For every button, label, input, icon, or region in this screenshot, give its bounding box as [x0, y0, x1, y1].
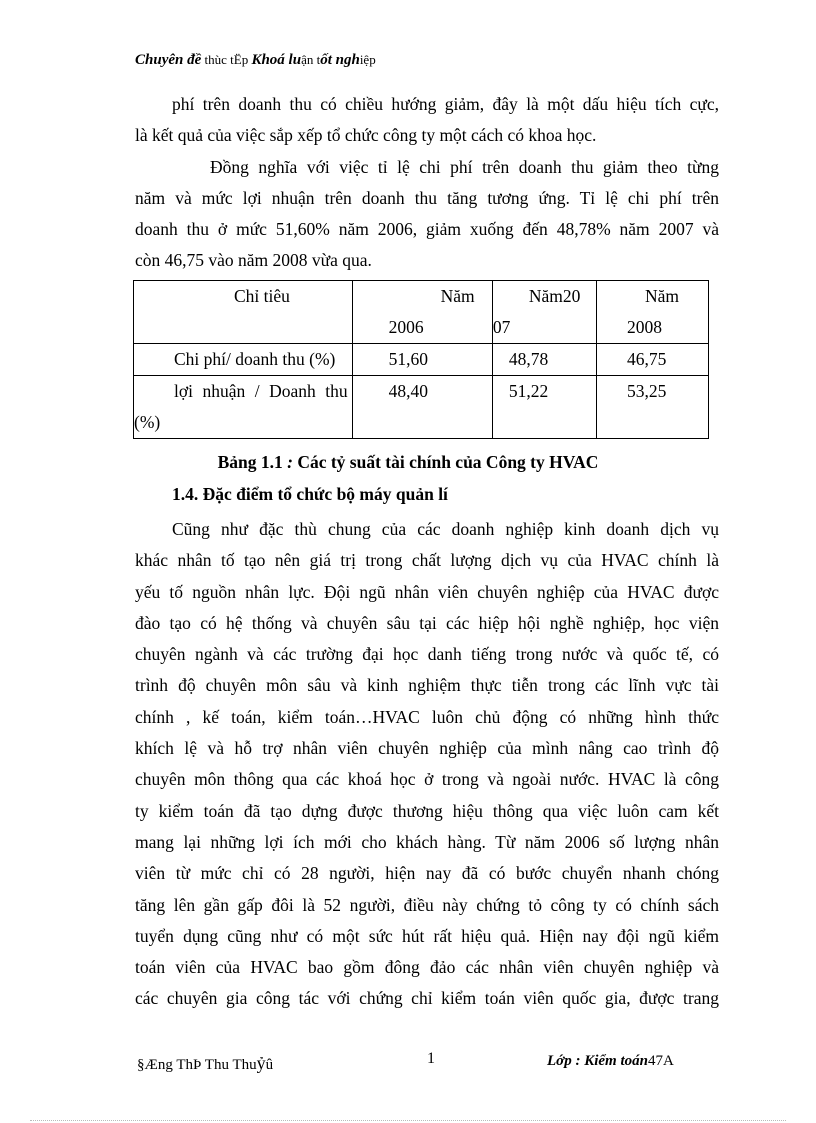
- paragraph-line: doanh thu ở mức 51,60% năm 2006, giảm xuống đến 48,78% năm 2007 và: [135, 219, 719, 240]
- header-part3: Khoá lu: [251, 52, 302, 68]
- table-row: [134, 376, 709, 439]
- paragraph-line: các chuyên gia công tác với chứng chỉ kiểm toán viên quốc gia, được trang: [135, 988, 719, 1009]
- financial-ratio-table: [133, 280, 709, 439]
- paragraph-line: tuyển dụng cũng như có một sức hút rất hiệu quả. Hiện nay đội ngũ kiểm: [135, 925, 719, 946]
- paragraph-line: trình độ chuyên môn sâu và kinh nghiệm thực tiễn trong các lĩnh vực tài: [135, 675, 719, 696]
- paragraph-line: Đồng nghĩa với việc tỉ lệ chi phí trên doanh thu giảm theo từng: [210, 156, 719, 177]
- cell-value: 48,78: [492, 344, 596, 376]
- header-part6: iệp: [359, 52, 376, 67]
- paragraph-line: Cũng như đặc thù chung của các doanh nghiệp kinh doanh dịch vụ: [172, 519, 719, 539]
- caption-label: Bảng 1.1: [217, 452, 283, 472]
- cell-value: 46,75: [596, 344, 708, 376]
- paragraph-line: khích lệ và hỗ trợ nhân viên chuyên nghiệp của mình nâng cao trình độ: [135, 738, 719, 759]
- section-title: 1.4. Đặc điểm tổ chức bộ máy quản lí: [172, 484, 448, 504]
- table-caption: [0, 452, 816, 473]
- paragraph-line: là kết quả của việc sắp xếp tổ chức công ty một cách có khoa học.: [135, 125, 597, 146]
- cell-value: 51,60: [352, 344, 492, 376]
- paragraph-line: toán viên của HVAC bao gồm đông đảo các nhân viên chuyên nghiệp và: [135, 957, 719, 978]
- header-part2: thùc tËp: [201, 52, 252, 67]
- paragraph-line: còn 46,75 vào năm 2008 vừa qua.: [135, 250, 372, 271]
- footer-class-code: 47A: [647, 1053, 674, 1069]
- header-cell-2006: Năm 2006: [352, 281, 492, 344]
- paragraph-3: [135, 514, 719, 1015]
- running-header: [135, 52, 376, 69]
- footer-author: §Æng ThÞ Thu Thuỷû: [137, 1053, 274, 1073]
- cell-value: 51,22: [492, 376, 596, 439]
- paragraph-line: ty kiểm toán đã tạo dựng được thương hiệu thông qua việc luôn cam kết: [135, 800, 719, 821]
- caption-text: Các tỷ suất tài chính của Công ty HVAC: [297, 452, 599, 472]
- paragraph-line: chuyên môn thông qua các khoá học ở trong và ngoài nước. HVAC là công: [135, 769, 719, 790]
- paragraph-1: [135, 89, 719, 277]
- row-label: Chi phí/ doanh thu (%): [134, 344, 353, 376]
- paragraph-line: yếu tố nguồn nhân lực. Đội ngũ nhân viên chuyên nghiệp của HVAC được: [135, 581, 719, 602]
- paragraph-line: phí trên doanh thu có chiều hướng giảm, đây là một dấu hiệu tích cực,: [172, 94, 719, 114]
- header-cell-indicator: Chỉ tiêu: [134, 281, 353, 344]
- caption-colon: :: [282, 452, 298, 472]
- paragraph-line: chính , kế toán, kiểm toán…HVAC luôn chủ động có những hình thức: [135, 706, 719, 727]
- paragraph-line: viên từ mức chỉ có 28 người, hiện nay đã có bước chuyển nhanh chóng: [135, 863, 719, 884]
- paragraph-line: đào tạo có hệ thống và chuyên sâu tại các hiệp hội nghề nghiệp, học viện: [135, 612, 719, 633]
- header-part1: Chuyên đề: [135, 52, 202, 68]
- header-cell-2008: Năm 2008: [596, 281, 708, 344]
- footer-class: [547, 1053, 674, 1070]
- paragraph-line: mang lại những lợi ích mới cho khách hàng. Từ năm 2006 số lượng nhân: [135, 831, 719, 852]
- paragraph-line: khác nhân tố tạo nên giá trị trong chất lượng dịch vụ của HVAC chính là: [135, 550, 719, 571]
- footer-class-label: Lớp : Kiểm toán: [547, 1053, 648, 1069]
- paragraph-line: tăng lên gần gấp đôi là 52 người, điều này chứng tỏ công ty có chính sách: [135, 894, 719, 915]
- row-label: lợi nhuận / Doanh thu (%): [134, 376, 353, 439]
- cell-value: 53,25: [596, 376, 708, 439]
- header-cell-2007: Năm20 07: [492, 281, 596, 344]
- page-number: 1: [427, 1050, 435, 1067]
- header-part4: ận t: [301, 52, 321, 67]
- table-header-row: [134, 281, 709, 344]
- page-bottom-divider: [30, 1120, 786, 1121]
- paragraph-line: năm và mức lợi nhuận trên doanh thu tăng tương ứng. Tỉ lệ chi phí trên: [135, 187, 719, 208]
- paragraph-line: chuyên ngành và các trường đại học danh tiếng trong nước và quốc tế, có: [135, 644, 719, 665]
- cell-value: 48,40: [352, 376, 492, 439]
- table-row: [134, 344, 709, 376]
- header-part5: ốt ngh: [320, 52, 360, 68]
